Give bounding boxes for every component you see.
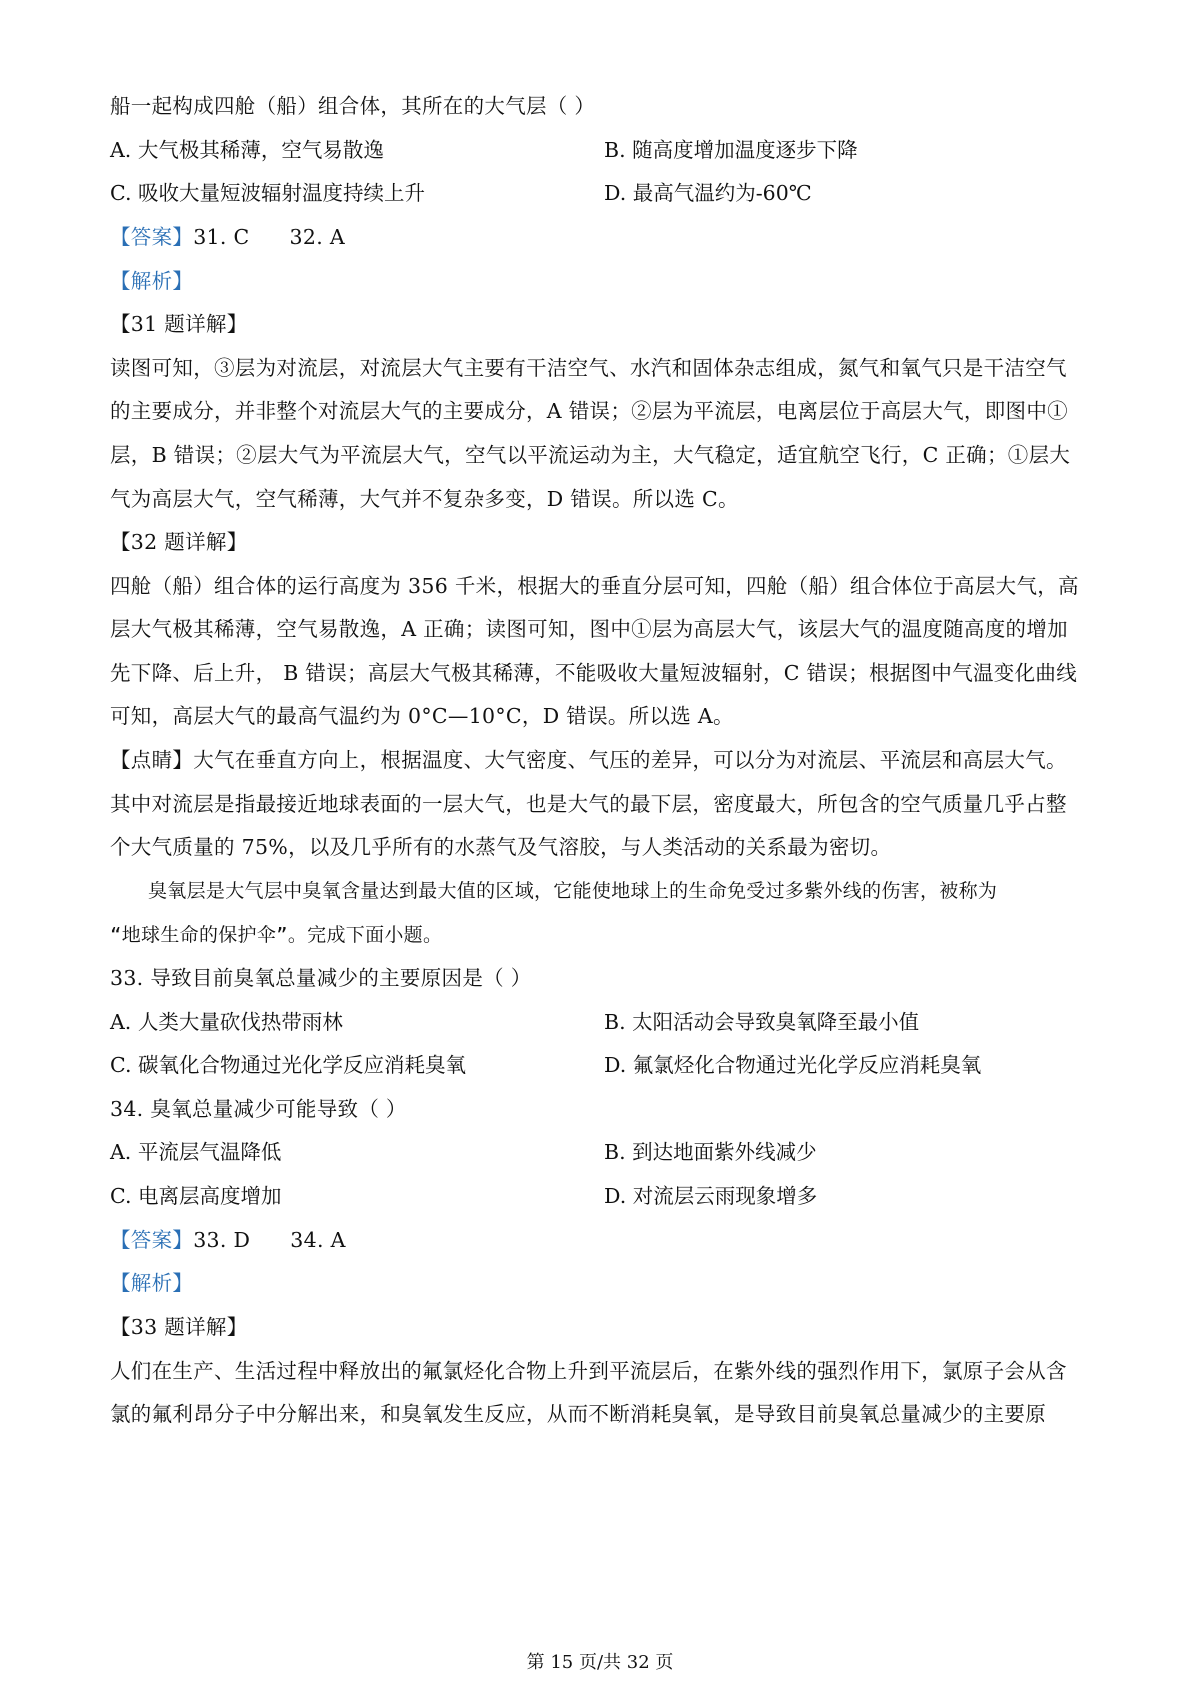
option-c: C. 碳氧化合物通过光化学反应消耗臭氧 — [110, 1053, 466, 1077]
option-row — [110, 1050, 1100, 1080]
question-stem: 33. 导致目前臭氧总量减少的主要原因是（ ） — [110, 966, 532, 990]
tip-text-line: 其中对流层是指最接近地球表面的一层大气，也是大气的最下层，密度最大，所包含的空气质量几乎占整 — [110, 792, 1067, 816]
detail-text-line: 层大气极其稀薄，空气易散逸，A 正确；读图可知，图中①层为高层大气，该层大气的温度随高度的增加 — [110, 617, 1068, 641]
answer-line — [110, 222, 1100, 252]
page-footer: 第 15 页/共 32 页 — [526, 1652, 674, 1673]
option-b: B. 太阳活动会导致臭氧降至最小值 — [604, 1010, 920, 1034]
analysis-label: 【解析】 — [110, 269, 194, 293]
option-row — [110, 135, 1100, 165]
option-a: A. 大气极其稀薄，空气易散逸 — [110, 138, 384, 162]
answer-label: 【答案】 — [110, 1228, 194, 1252]
tip-label: 【点睛】 — [110, 748, 194, 772]
detail-text-line: 的主要成分，并非整个对流层大气的主要成分，A 错误；②层为平流层，电离层位于高层大气，即图中① — [110, 399, 1068, 423]
detail-text-line: 读图可知，③层为对流层，对流层大气主要有干洁空气、水汽和固体杂志组成，氮气和氧气只是干洁空气 — [110, 356, 1067, 380]
option-row — [110, 1137, 1100, 1167]
option-b: B. 随高度增加温度逐步下降 — [604, 138, 858, 162]
option-row — [110, 1181, 1100, 1211]
tip-line — [110, 745, 1100, 775]
detail-text-line: 四舱（船）组合体的运行高度为 356 千米，根据大的垂直分层可知，四舱（船）组合体位于高层大气，高 — [110, 574, 1079, 598]
detail-label: 【33 题详解】 — [110, 1315, 248, 1339]
answer-item: 33. D — [193, 1228, 251, 1252]
passage-line: “地球生命的保护伞”。完成下面小题。 — [110, 924, 443, 946]
answer-label: 【答案】 — [110, 225, 194, 249]
option-d: D. 氟氯烃化合物通过光化学反应消耗臭氧 — [604, 1053, 982, 1077]
detail-text-line: 先下降、后上升， B 错误；高层大气极其稀薄，不能吸收大量短波辐射，C 错误；根据图中气温变化曲线 — [110, 661, 1077, 685]
answer-line — [110, 1225, 1100, 1255]
answer-item: 32. A — [289, 225, 345, 249]
question-stem: 34. 臭氧总量减少可能导致（ ） — [110, 1097, 407, 1121]
option-row — [110, 178, 1100, 208]
answer-item: 31. C — [193, 225, 250, 249]
analysis-label: 【解析】 — [110, 1271, 194, 1295]
passage-line: 臭氧层是大气层中臭氧含量达到最大值的区域，它能使地球上的生命免受过多紫外线的伤害，被称为 — [148, 880, 998, 902]
option-a: A. 人类大量砍伐热带雨林 — [110, 1010, 343, 1034]
option-c: C. 电离层高度增加 — [110, 1184, 282, 1208]
option-d: D. 最高气温约为-60℃ — [604, 181, 812, 205]
detail-text-line: 可知，高层大气的最高气温约为 0°C—10°C，D 错误。所以选 A。 — [110, 704, 734, 728]
answer-item: 34. A — [290, 1228, 346, 1252]
tip-text: 大气在垂直方向上，根据温度、大气密度、气压的差异，可以分为对流层、平流层和高层大气。 — [193, 748, 1067, 772]
detail-label: 【32 题详解】 — [110, 530, 248, 554]
question-stem: 船一起构成四舱（船）组合体，其所在的大气层（ ） — [110, 94, 596, 118]
detail-text-line: 层，B 错误；②层大气为平流层大气，空气以平流运动为主，大气稳定，适宜航空飞行，C 正确；①层大 — [110, 443, 1071, 467]
tip-text-line: 个大气质量的 75%，以及几乎所有的水蒸气及气溶胶，与人类活动的关系最为密切。 — [110, 835, 892, 859]
option-a: A. 平流层气温降低 — [110, 1140, 282, 1164]
detail-text-line: 人们在生产、生活过程中释放出的氟氯烃化合物上升到平流层后，在紫外线的强烈作用下，氯原子会从含 — [110, 1359, 1067, 1383]
detail-text-line: 气为高层大气，空气稀薄，大气并不复杂多变，D 错误。所以选 C。 — [110, 487, 739, 511]
option-b: B. 到达地面紫外线减少 — [604, 1140, 817, 1164]
option-row — [110, 1007, 1100, 1037]
option-c: C. 吸收大量短波辐射温度持续上升 — [110, 181, 425, 205]
detail-text-line: 氯的氟利昂分子中分解出来，和臭氧发生反应，从而不断消耗臭氧，是导致目前臭氧总量减少的主要原 — [110, 1402, 1046, 1426]
detail-label: 【31 题详解】 — [110, 312, 248, 336]
option-d: D. 对流层云雨现象增多 — [604, 1184, 818, 1208]
